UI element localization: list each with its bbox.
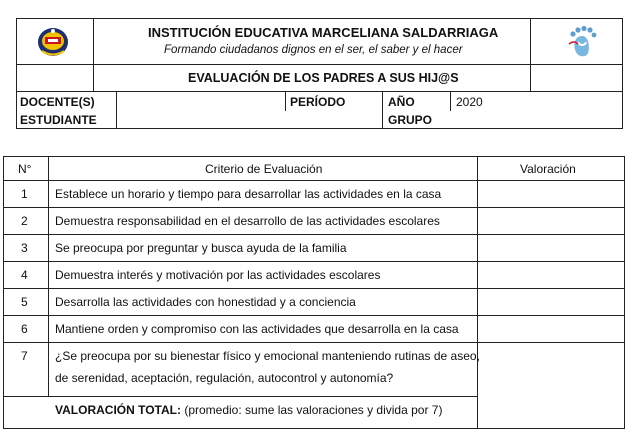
- valoracion-cell[interactable]: [478, 289, 624, 315]
- info-divider-2: [285, 92, 286, 111]
- periodo-field[interactable]: [350, 93, 381, 110]
- grupo-field[interactable]: [451, 111, 622, 128]
- school-motto: Formando ciudadanos dignos en el ser, el saber y el hacer: [164, 44, 463, 56]
- header-divider-horizontal: [16, 64, 623, 65]
- column-header-valoracion: Valoración: [520, 162, 576, 176]
- row-number: 4: [21, 268, 28, 282]
- row-criterion-line-2: de serenidad, aceptación, regulación, autocontrol y autonomía?: [55, 371, 394, 385]
- row-number: 1: [21, 187, 28, 201]
- estudiante-field[interactable]: [117, 111, 381, 128]
- school-crest-logo: [36, 25, 70, 59]
- footprint-logo: [566, 24, 598, 60]
- column-header-number: N°: [18, 162, 32, 176]
- estudiante-label: ESTUDIANTE: [20, 113, 97, 127]
- docente-label: DOCENTE(S): [20, 95, 95, 109]
- info-divider-4: [450, 92, 451, 111]
- valoracion-cell[interactable]: [478, 235, 624, 261]
- ano-label: AÑO: [388, 95, 415, 109]
- header-divider-left: [93, 18, 94, 92]
- valoracion-cell[interactable]: [478, 181, 624, 207]
- row-criterion: Mantiene orden y compromiso con las actividades que desarrolla en la casa: [55, 322, 459, 336]
- valoracion-cell[interactable]: [478, 262, 624, 288]
- header-divider-right: [530, 18, 531, 92]
- row-number: 3: [21, 241, 28, 255]
- table-row-line: [3, 396, 477, 397]
- row-criterion: Desarrolla las actividades con honestidad y a conciencia: [55, 295, 356, 309]
- info-divider-3: [382, 92, 383, 129]
- ano-value: 2020: [456, 95, 483, 109]
- row-criterion: Establece un horario y tiempo para desarrollar las actividades en la casa: [55, 187, 442, 201]
- total-note: (promedio: sume las valoraciones y divida por 7): [181, 403, 443, 417]
- periodo-label: PERÍODO: [290, 95, 346, 109]
- row-criterion-line-1: ¿Se preocupa por su bienestar físico y emocional manteniendo rutinas de aseo,: [55, 349, 480, 363]
- row-criterion: Demuestra responsabilidad en el desarrollo de las actividades escolares: [55, 214, 440, 228]
- valoracion-cell[interactable]: [478, 208, 624, 234]
- valoracion-cell[interactable]: [478, 343, 624, 396]
- valoracion-total-cell[interactable]: [478, 397, 624, 428]
- row-number: 2: [21, 214, 28, 228]
- school-name: INSTITUCIÓN EDUCATIVA MARCELIANA SALDARRIAGA: [148, 25, 499, 40]
- row-criterion: Demuestra interés y motivación por las actividades escolares: [55, 268, 381, 282]
- docente-field[interactable]: [117, 93, 284, 110]
- valoracion-cell[interactable]: [478, 316, 624, 342]
- total-row: [55, 403, 442, 417]
- grupo-label: GRUPO: [388, 113, 433, 127]
- row-number: 7: [21, 349, 28, 363]
- table-col-divider-1: [48, 156, 49, 397]
- row-criterion: Se preocupa por preguntar y busca ayuda de la familia: [55, 241, 347, 255]
- row-number: 5: [21, 295, 28, 309]
- form-title: EVALUACIÓN DE LOS PADRES A SUS HIJ@S: [188, 71, 459, 85]
- total-label: VALORACIÓN TOTAL:: [55, 403, 181, 417]
- row-number: 6: [21, 322, 28, 336]
- column-header-criterio: Criterio de Evaluación: [205, 162, 323, 176]
